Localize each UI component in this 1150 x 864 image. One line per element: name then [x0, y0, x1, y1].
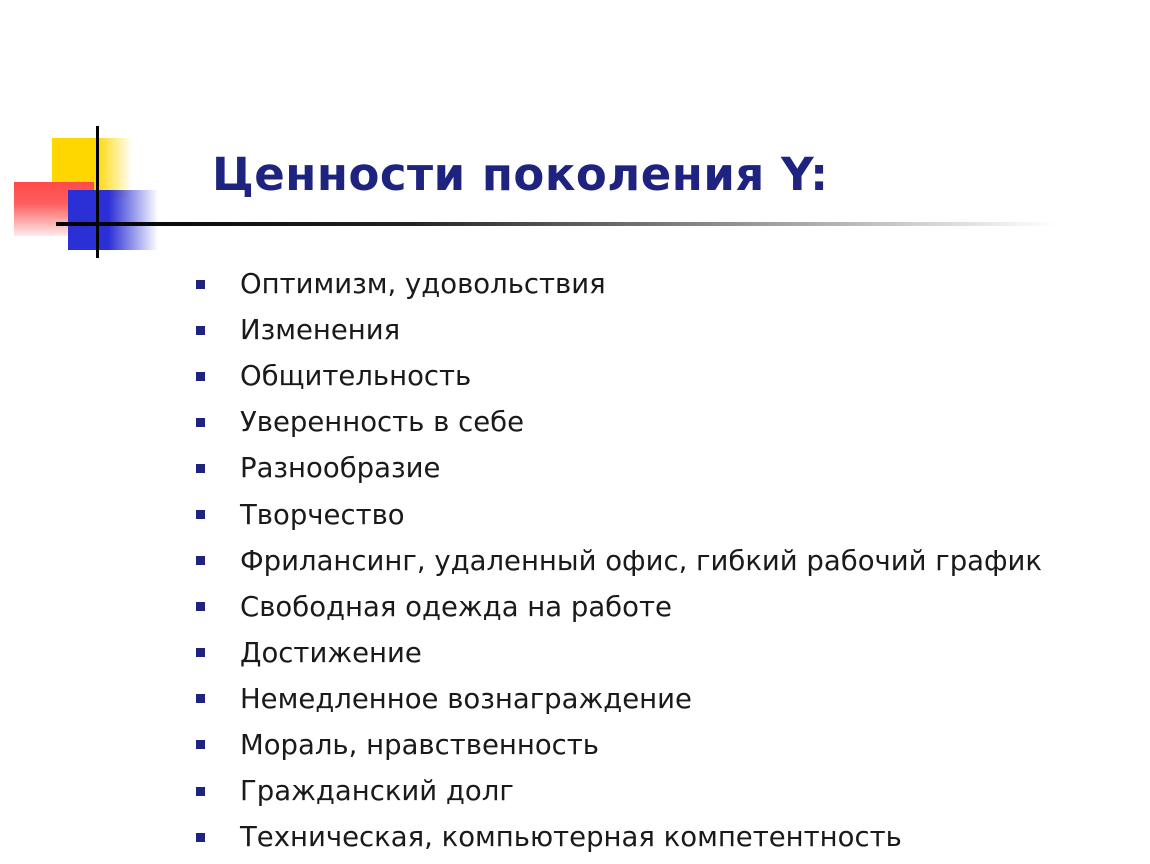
list-item [196, 722, 1042, 768]
list-item-text: Гражданский долг [240, 775, 514, 808]
blue-square [68, 190, 158, 250]
square-bullet-icon [196, 740, 205, 749]
list-item-text: Общительность [240, 360, 472, 393]
list-item-text: Фрилансинг, удаленный офис, гибкий рабочий график [240, 544, 1042, 577]
list-item [196, 538, 1042, 584]
list-item-text: Свободная одежда на работе [240, 590, 672, 623]
square-bullet-icon [196, 787, 205, 796]
square-bullet-icon [196, 464, 205, 473]
decorative-squares-logo [0, 0, 200, 280]
list-item [196, 399, 1042, 445]
list-item [196, 630, 1042, 676]
list-item [196, 353, 1042, 399]
square-bullet-icon [196, 510, 205, 519]
list-item-text: Творчество [240, 498, 405, 531]
square-bullet-icon [196, 556, 205, 565]
square-bullet-icon [196, 602, 205, 611]
square-bullet-icon [196, 833, 205, 842]
list-item [196, 261, 1042, 307]
values-list [196, 261, 1042, 860]
title-underline [56, 222, 1056, 226]
list-item [196, 584, 1042, 630]
square-bullet-icon [196, 372, 205, 381]
list-item [196, 676, 1042, 722]
square-bullet-icon [196, 648, 205, 657]
list-item-text: Мораль, нравственность [240, 728, 600, 761]
vertical-divider [96, 126, 99, 258]
list-item-text: Техническая, компьютерная компетентность [240, 821, 902, 854]
list-item [196, 814, 1042, 860]
list-item-text: Оптимизм, удовольствия [240, 268, 606, 301]
list-item-text: Уверенность в себе [240, 406, 524, 439]
list-item [196, 445, 1042, 491]
square-bullet-icon [196, 418, 205, 427]
square-bullet-icon [196, 326, 205, 335]
slide-title: Ценности поколения Y: [212, 148, 829, 201]
list-item [196, 768, 1042, 814]
list-item [196, 307, 1042, 353]
square-bullet-icon [196, 280, 205, 289]
square-bullet-icon [196, 694, 205, 703]
list-item-text: Достижение [240, 636, 422, 669]
list-item-text: Изменения [240, 314, 401, 347]
list-item-text: Немедленное вознаграждение [240, 682, 692, 715]
list-item [196, 491, 1042, 537]
list-item-text: Разнообразие [240, 452, 441, 485]
